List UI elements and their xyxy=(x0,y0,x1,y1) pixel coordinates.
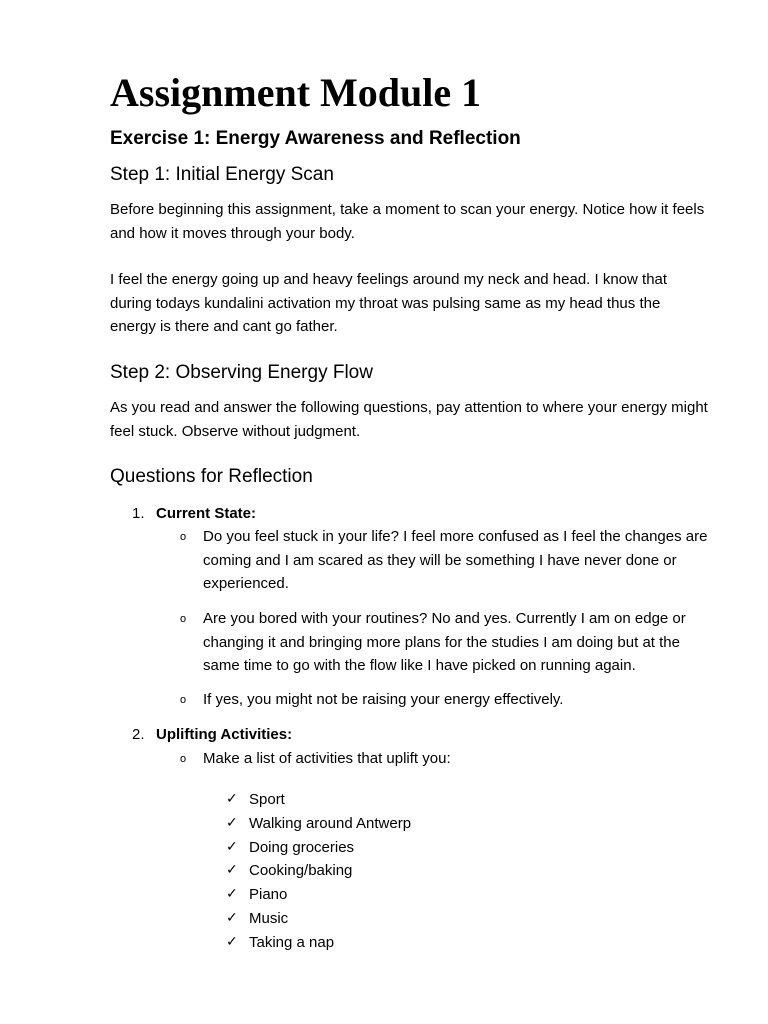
question-1-number: 1. xyxy=(132,505,145,522)
step1-heading: Step 1: Initial Energy Scan xyxy=(110,164,334,185)
step1-instruction: Before beginning this assignment, take a moment to scan your energy. Notice how it feels and how it moves through your body. xyxy=(110,201,705,242)
check-icon: ✓ xyxy=(226,934,238,950)
step1-answer: I feel the energy going up and heavy feelings around my neck and head. I know that during todays kundalini activation my throat was pulsing same as my head thus the energy is there and cant go father. xyxy=(110,271,668,336)
activity-item: Music xyxy=(249,910,289,927)
exercise-heading: Exercise 1: Energy Awareness and Reflection xyxy=(110,128,521,149)
bullet-marker: o xyxy=(180,753,187,765)
document-title: Assignment Module 1 xyxy=(110,70,482,115)
check-icon: ✓ xyxy=(226,791,238,807)
check-icon: ✓ xyxy=(226,862,238,878)
activity-item: Doing groceries xyxy=(249,839,355,856)
bullet-marker: o xyxy=(180,694,187,706)
question-1-item-2: Are you bored with your routines? No and yes. Currently I am on edge or changing it and bringing more plans for the studies I am doing but at the same time to go with the flow like I have picked on running again. xyxy=(203,610,686,675)
question-1-label: Current State: xyxy=(156,505,257,522)
activity-item: Walking around Antwerp xyxy=(249,815,412,832)
step2-instruction: As you read and answer the following questions, pay attention to where your energy might feel stuck. Observe without judgment. xyxy=(110,399,708,440)
question-2-number: 2. xyxy=(132,726,145,743)
bullet-marker: o xyxy=(180,613,187,625)
question-2-label: Uplifting Activities: xyxy=(156,726,293,743)
check-icon: ✓ xyxy=(226,910,238,926)
questions-heading: Questions for Reflection xyxy=(110,466,313,487)
question-1-item-3: If yes, you might not be raising your energy effectively. xyxy=(203,691,564,708)
activity-item: Sport xyxy=(249,791,285,808)
activity-item: Cooking/baking xyxy=(249,862,353,879)
activity-item: Piano xyxy=(249,886,288,903)
check-icon: ✓ xyxy=(226,886,238,902)
question-2-item-1: Make a list of activities that uplift you: xyxy=(203,750,451,767)
step2-heading: Step 2: Observing Energy Flow xyxy=(110,362,373,383)
check-icon: ✓ xyxy=(226,839,238,855)
activity-item: Taking a nap xyxy=(249,934,335,951)
check-icon: ✓ xyxy=(226,815,238,831)
question-1-item-1: Do you feel stuck in your life? I feel more confused as I feel the changes are coming and I am scared as they will be something I have never done or experienced. xyxy=(203,528,708,593)
bullet-marker: o xyxy=(180,531,187,543)
